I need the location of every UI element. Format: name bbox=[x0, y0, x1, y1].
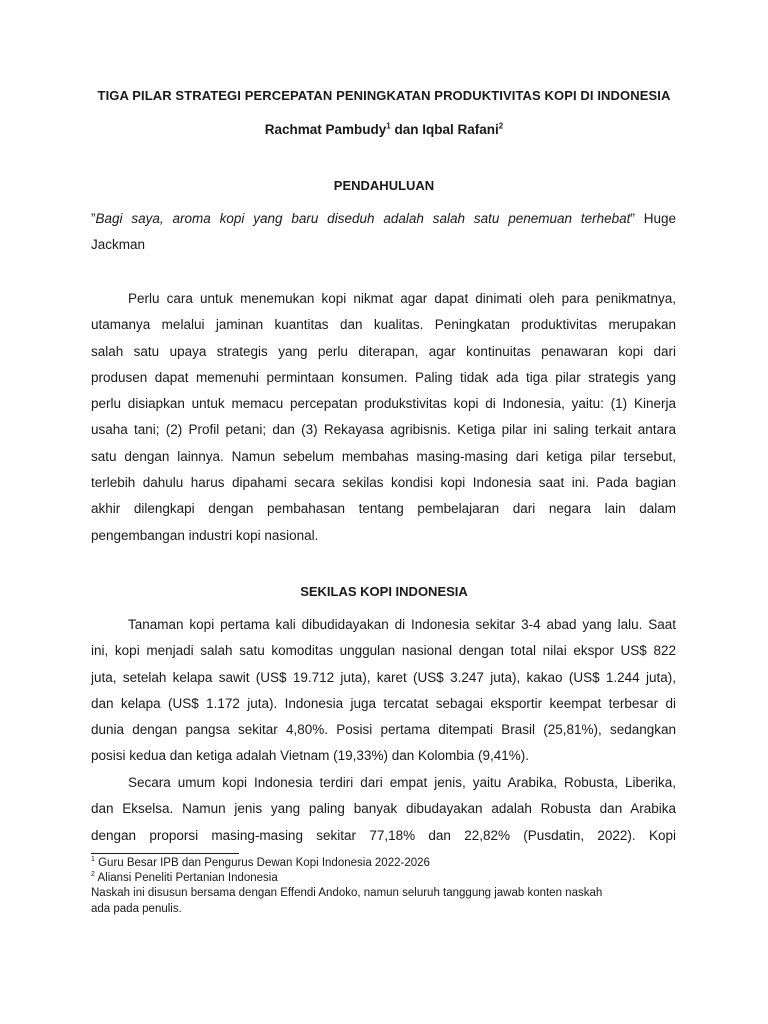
paragraph-sekilas-1 bbox=[91, 612, 676, 770]
paragraph-sekilas-2 bbox=[91, 770, 676, 849]
paragraph-line: ini, kopi menjadi salah satu komoditas unggulan nasional dengan total nilai ekspor US$ 822 bbox=[91, 643, 676, 659]
authorship-note-line-2: ada pada penulis. bbox=[91, 902, 182, 915]
footnotes bbox=[91, 856, 681, 917]
paragraph-line: salah satu upaya strategis yang perlu diterapan, agar kontinuitas penawaran kopi dari bbox=[91, 343, 676, 359]
author-line bbox=[0, 122, 768, 137]
author-1-name: Rachmat Pambudy bbox=[264, 122, 387, 137]
paragraph-line: juta, setelah kelapa sawit (US$ 19.712 juta), karet (US$ 3.247 juta), kakao (US$ 1.244 juta), bbox=[91, 669, 676, 685]
paragraph-line: Perlu cara untuk menemukan kopi nikmat agar dapat dinimati oleh para penikmatnya, bbox=[128, 291, 676, 306]
paragraph-line: dunia dengan pangsa sekitar 4,80%. Posisi pertama ditempati Brasil (25,81%), sedangkan bbox=[91, 722, 676, 738]
paragraph-line: Tanaman kopi pertama kali dibudidayakan di Indonesia sekitar 3-4 abad yang lalu. Saat bbox=[128, 617, 676, 632]
paragraph-line: akhir dilengkapi dengan pembahasan tentang pembelajaran dari negara lain dalam bbox=[91, 501, 676, 517]
paragraph-line: posisi kedua dan ketiga adalah Vietnam (19,33%) dan Kolombia (9,41%). bbox=[91, 748, 530, 764]
quote-attribution-start: Huge bbox=[634, 211, 676, 226]
epigraph-quote bbox=[91, 206, 676, 259]
quote-open-mark: ” bbox=[91, 211, 96, 226]
author-conjunction: dan bbox=[390, 122, 423, 137]
authorship-note-line-1: Naskah ini disusun bersama dengan Effendi Andoko, namun seluruh tanggung jawab konten naskah bbox=[91, 887, 603, 900]
footnote-2-text: Aliansi Peneliti Pertanian Indonesia bbox=[94, 872, 278, 885]
footnote-2 bbox=[91, 871, 681, 886]
paragraph-line: pengembangan industri kopi nasional. bbox=[91, 527, 319, 543]
quote-line-1 bbox=[91, 206, 676, 232]
paragraph-line: dengan proporsi masing-masing sekitar 77,18% dan 22,82% (Pusdatin, 2022). Kopi bbox=[91, 827, 676, 843]
paragraph-line: perlu disiapkan untuk memacu percepatan produkstivitas kopi di Indonesia, yaitu: (1) Kinerja bbox=[91, 396, 676, 412]
paragraph-line: usaha tani; (2) Profil petani; dan (3) Rekayasa agribisnis. Ketiga pilar ini saling terkait antara bbox=[91, 422, 676, 438]
footnote-1 bbox=[91, 856, 681, 871]
author-2-footnote-ref: 2 bbox=[498, 121, 504, 131]
document-title: TIGA PILAR STRATEGI PERCEPATAN PENINGKATAN PRODUKTIVITAS KOPI DI INDONESIA bbox=[97, 88, 671, 103]
paragraph-line: produsen dapat memenuhi permintaan konsumen. Paling tidak ada tiga pilar strategis yang bbox=[91, 369, 676, 385]
author-2-name: Iqbal Rafani bbox=[422, 122, 499, 137]
quote-text: Bagi saya, aroma kopi yang baru diseduh adalah salah satu penemuan terhebat bbox=[95, 211, 631, 226]
paragraph-line: terlebih dahulu harus dipahami secara sekilas kondisi kopi Indonesia saat ini. Pada bagian bbox=[91, 475, 676, 491]
author-1-footnote-ref: 1 bbox=[386, 121, 391, 131]
section-heading-pendahuluan: PENDAHULUAN bbox=[333, 178, 435, 193]
paragraph-line: Secara umum kopi Indonesia terdiri dari empat jenis, yaitu Arabika, Robusta, Liberika, bbox=[128, 775, 676, 790]
paragraph-line: dan Ekselsa. Namun jenis yang paling banyak dibudayakan adalah Robusta dan Arabika bbox=[91, 801, 676, 817]
footnote-1-mark: 1 bbox=[91, 856, 95, 864]
paragraph-pendahuluan bbox=[91, 286, 676, 549]
section-heading-sekilas: SEKILAS KOPI INDONESIA bbox=[300, 584, 468, 599]
paragraph-line: satu dengan lainnya. Namun sebelum membahas masing-masing dari ketiga pilar tersebut, bbox=[91, 448, 676, 464]
footnote-1-text: Guru Besar IPB dan Pengurus Dewan Kopi Indonesia 2022-2026 bbox=[94, 857, 430, 869]
paragraph-line: utamanya melalui jaminan kuantitas dan kualitas. Peningkatan produktivitas merupakan bbox=[91, 317, 676, 333]
footnote-2-mark: 2 bbox=[91, 871, 95, 879]
quote-close-mark: ” bbox=[630, 211, 635, 226]
paragraph-line: dan kelapa (US$ 1.172 juta). Indonesia juga tercatat sebagai eksportir keempat terbesar di bbox=[91, 695, 676, 711]
footnote-separator bbox=[91, 853, 239, 854]
quote-attribution-end: Jackman bbox=[91, 237, 146, 253]
